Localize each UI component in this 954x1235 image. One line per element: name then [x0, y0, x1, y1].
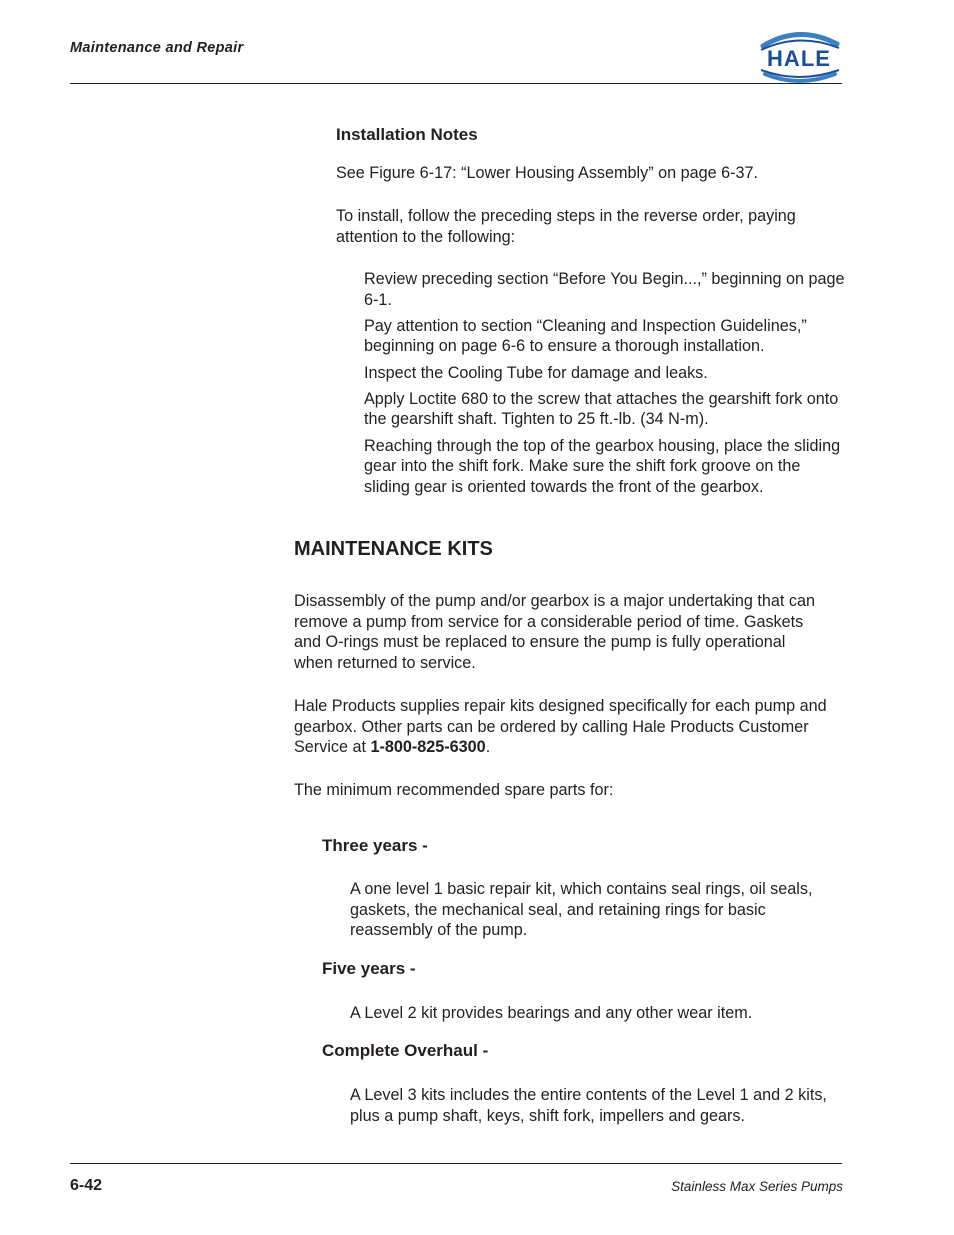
list-item: Review preceding section “Before You Begin...,” beginning on page 6-1.: [364, 270, 845, 309]
three-years-heading: Three years -: [322, 836, 428, 855]
kits-paragraph-2-end: .: [485, 738, 491, 757]
maintenance-kits-heading: MAINTENANCE KITS: [294, 538, 493, 560]
five-years-text: A Level 2 kit provides bearings and any other wear item.: [350, 1004, 753, 1022]
install-intro: To install, follow the preceding steps in the reverse order, paying attention to the following:: [336, 207, 796, 246]
list-item: Inspect the Cooling Tube for damage and leaks.: [364, 363, 708, 382]
hale-logo: [755, 26, 843, 84]
complete-overhaul-text: A Level 3 kits includes the entire contents of the Level 1 and 2 kits, plus a pump shaft, keys, shift fork, impellers and gears.: [350, 1086, 827, 1125]
list-item: Reaching through the top of the gearbox housing, place the sliding gear into the shift fork. Make sure the shift fork groove on the sliding gear is oriented towards the front of the gearbox.: [364, 436, 841, 496]
hale-logo-graphic: [755, 26, 843, 84]
installation-notes-heading: Installation Notes: [336, 125, 478, 144]
figure-reference: See Figure 6-17: “Lower Housing Assembly” on page 6-37.: [336, 164, 759, 182]
kits-paragraph-3: The minimum recommended spare parts for:: [294, 781, 614, 799]
kits-paragraph-1: Disassembly of the pump and/or gearbox is a major undertaking that can remove a pump from service for a considerable period of time. Gaskets and O-rings must be replaced to ensure the pump is fully operational when returned to service.: [294, 592, 815, 672]
customer-service-phone: 1-800-825-6300: [370, 738, 486, 757]
kits-paragraph-2-text: Hale Products supplies repair kits designed specifically for each pump and gearbox. Other parts can be ordered by calling Hale Products Customer Service at: [294, 697, 827, 757]
header-section-title: Maintenance and Repair: [70, 40, 244, 56]
complete-overhaul-heading: Complete Overhaul -: [322, 1041, 489, 1060]
three-years-text: A one level 1 basic repair kit, which contains seal rings, oil seals, gaskets, the mechanical seal, and retaining rings for basic reassembly of the pump.: [350, 880, 813, 940]
install-notes-list: [364, 269, 850, 503]
list-item: Apply Loctite 680 to the screw that attaches the gearshift fork onto the gearshift shaft. Tighten to 25 ft.-lb. (34 N-m).: [364, 389, 839, 429]
document-title: Stainless Max Series Pumps: [671, 1179, 843, 1194]
page-number: 6-42: [70, 1177, 103, 1194]
list-item: Pay attention to section “Cleaning and Inspection Guidelines,” beginning on page 6-6 to ensure a thorough installation.: [364, 316, 807, 356]
five-years-heading: Five years -: [322, 959, 416, 978]
header-divider: [70, 83, 842, 84]
footer-divider: [70, 1163, 842, 1164]
logo-wordmark: HALE: [767, 46, 831, 71]
kits-paragraph-2: [294, 696, 834, 758]
